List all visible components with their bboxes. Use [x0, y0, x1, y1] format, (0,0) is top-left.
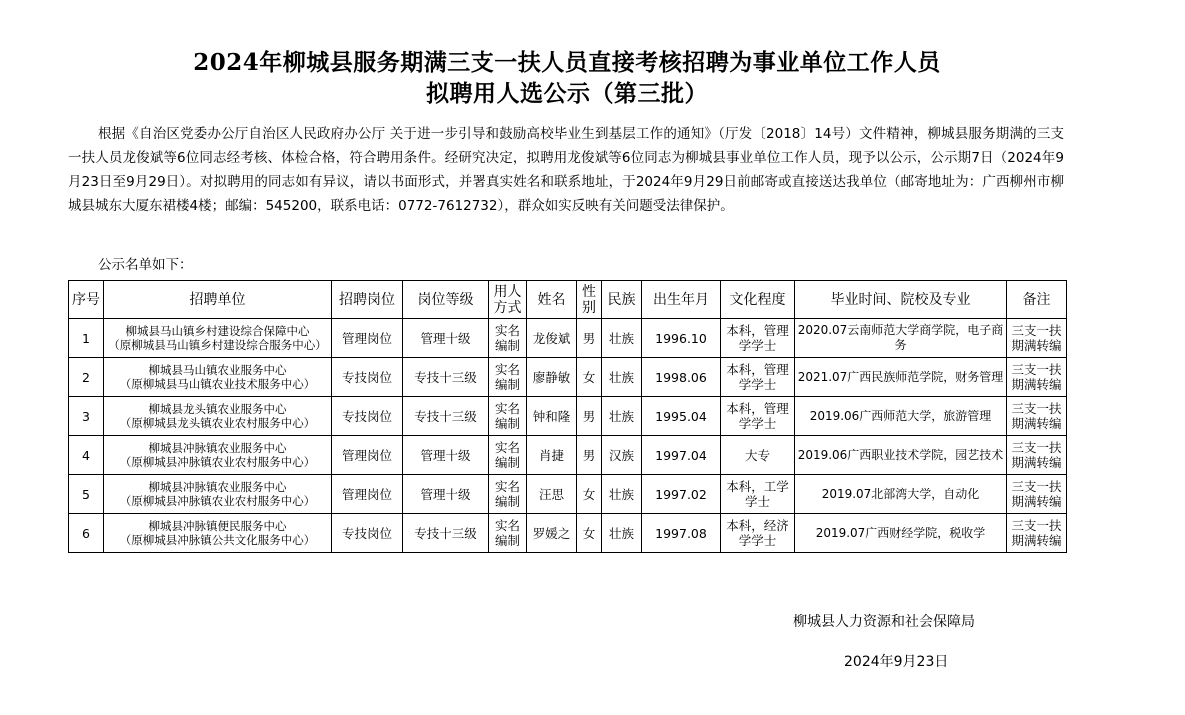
- cell-name: 钟和隆: [527, 397, 577, 436]
- cell-name: 廖静敏: [527, 358, 577, 397]
- cell-birth: 1996.10: [642, 319, 721, 358]
- cell-edu: 本科，经济学学士: [721, 514, 795, 553]
- table-row: [69, 436, 1067, 475]
- cell-method: 实名编制: [489, 475, 527, 514]
- cell-note: 三支一扶期满转编: [1007, 436, 1067, 475]
- cell-ethnic: 壮族: [602, 358, 642, 397]
- candidate-table: [68, 280, 1067, 553]
- unit-former: （原柳城县冲脉镇公共文化服务中心）: [119, 533, 316, 547]
- cell-level: 管理十级: [403, 319, 489, 358]
- cell-note: 三支一扶期满转编: [1007, 319, 1067, 358]
- cell-level: 专技十三级: [403, 514, 489, 553]
- cell-school: 2021.07广西民族师范学院，财务管理: [795, 358, 1007, 397]
- unit-current: 柳城县冲脉镇便民服务中心: [148, 519, 287, 533]
- cell-post: 管理岗位: [332, 475, 403, 514]
- cell-note: 三支一扶期满转编: [1007, 514, 1067, 553]
- unit-current: 柳城县冲脉镇农业服务中心: [148, 480, 287, 494]
- cell-birth: 1998.06: [642, 358, 721, 397]
- cell-seq: 5: [69, 475, 104, 514]
- cell-post: 专技岗位: [332, 514, 403, 553]
- cell-birth: 1997.02: [642, 475, 721, 514]
- cell-gender: 女: [577, 514, 602, 553]
- table-row: [69, 358, 1067, 397]
- unit-current: 柳城县马山镇乡村建设综合保障中心: [125, 324, 310, 338]
- cell-seq: 3: [69, 397, 104, 436]
- header-post: 招聘岗位: [332, 281, 403, 319]
- signature-date: 2024年9月23日: [844, 654, 949, 670]
- cell-post: 管理岗位: [332, 436, 403, 475]
- cell-birth: 1995.04: [642, 397, 721, 436]
- intro-paragraph: 根据《自治区党委办公厅自治区人民政府办公厅 关于进一步引导和鼓励高校毕业生到基层工作的通知》（厅发〔2018〕14号）文件精神，柳城县服务期满的三支一扶人员龙俊斌等6位同志经考核、体检合格，符合聘用条件。经研究决定，拟聘用龙俊斌等6位同志为柳城县事业单位工作人员，现予以公示，公示期7日（2024年9月23日至9月29日）。对拟聘用的同志如有异议，请以书面形式，并署真实姓名和联系地址，于2024年9月29日前邮寄或直接送达我单位（邮寄地址为：广西柳州市柳城县城东大厦东裙楼4楼；邮编：545200，联系电话：0772-7612732），群众如实反映有关问题受法律保护。: [68, 126, 1064, 214]
- cell-gender: 男: [577, 397, 602, 436]
- header-gender: 性别: [577, 281, 602, 319]
- cell-unit: [104, 514, 332, 553]
- cell-level: 管理十级: [403, 475, 489, 514]
- cell-birth: 1997.04: [642, 436, 721, 475]
- cell-school: 2019.07北部湾大学，自动化: [795, 475, 1007, 514]
- cell-unit: [104, 397, 332, 436]
- cell-edu: 本科，管理学学士: [721, 358, 795, 397]
- header-level: 岗位等级: [403, 281, 489, 319]
- cell-gender: 男: [577, 436, 602, 475]
- cell-level: 专技十三级: [403, 358, 489, 397]
- header-ethnic: 民族: [602, 281, 642, 319]
- unit-former: （原柳城县马山镇农业技术服务中心）: [119, 377, 316, 391]
- document-title-line2: 拟聘用人选公示（第三批）: [426, 80, 708, 107]
- header-edu: 文化程度: [721, 281, 795, 319]
- cell-school: 2019.06广西师范大学，旅游管理: [795, 397, 1007, 436]
- cell-name: 龙俊斌: [527, 319, 577, 358]
- cell-note: 三支一扶期满转编: [1007, 358, 1067, 397]
- table-row: [69, 319, 1067, 358]
- cell-method: 实名编制: [489, 319, 527, 358]
- unit-former: （原柳城县龙头镇农业农村服务中心）: [119, 416, 316, 430]
- signature-organization: 柳城县人力资源和社会保障局: [793, 614, 975, 630]
- cell-name: 汪思: [527, 475, 577, 514]
- header-school: 毕业时间、院校及专业: [795, 281, 1007, 319]
- cell-seq: 1: [69, 319, 104, 358]
- cell-unit: [104, 475, 332, 514]
- cell-gender: 男: [577, 319, 602, 358]
- cell-seq: 6: [69, 514, 104, 553]
- unit-former: （原柳城县冲脉镇农业农村服务中心）: [119, 455, 316, 469]
- cell-seq: 4: [69, 436, 104, 475]
- cell-edu: 大专: [721, 436, 795, 475]
- table-row: [69, 514, 1067, 553]
- header-seq: 序号: [69, 281, 104, 319]
- cell-post: 专技岗位: [332, 358, 403, 397]
- cell-unit: [104, 319, 332, 358]
- cell-post: 管理岗位: [332, 319, 403, 358]
- cell-edu: 本科，工学学士: [721, 475, 795, 514]
- cell-ethnic: 壮族: [602, 397, 642, 436]
- unit-current: 柳城县马山镇农业服务中心: [148, 363, 287, 377]
- cell-edu: 本科，管理学学士: [721, 319, 795, 358]
- header-note: 备注: [1007, 281, 1067, 319]
- cell-level: 专技十三级: [403, 397, 489, 436]
- cell-ethnic: 壮族: [602, 514, 642, 553]
- unit-former: （原柳城县冲脉镇农业农村服务中心）: [119, 494, 316, 508]
- table-row: [69, 475, 1067, 514]
- cell-post: 专技岗位: [332, 397, 403, 436]
- cell-unit: [104, 436, 332, 475]
- cell-edu: 本科，管理学学士: [721, 397, 795, 436]
- document-title-line1: 2024年柳城县服务期满三支一扶人员直接考核招聘为事业单位工作人员: [193, 49, 941, 76]
- cell-ethnic: 壮族: [602, 319, 642, 358]
- cell-unit: [104, 358, 332, 397]
- header-name: 姓名: [527, 281, 577, 319]
- cell-note: 三支一扶期满转编: [1007, 475, 1067, 514]
- unit-current: 柳城县龙头镇农业服务中心: [148, 402, 287, 416]
- table-row: [69, 397, 1067, 436]
- list-label: 公示名单如下：: [98, 257, 193, 273]
- cell-school: 2020.07云南师范大学商学院，电子商务: [795, 319, 1007, 358]
- cell-name: 肖捷: [527, 436, 577, 475]
- cell-school: 2019.07广西财经学院，税收学: [795, 514, 1007, 553]
- cell-note: 三支一扶期满转编: [1007, 397, 1067, 436]
- cell-ethnic: 汉族: [602, 436, 642, 475]
- cell-school: 2019.06广西职业技术学院，园艺技术: [795, 436, 1007, 475]
- cell-level: 管理十级: [403, 436, 489, 475]
- cell-method: 实名编制: [489, 514, 527, 553]
- header-birth: 出生年月: [642, 281, 721, 319]
- cell-method: 实名编制: [489, 397, 527, 436]
- cell-name: 罗媛之: [527, 514, 577, 553]
- cell-seq: 2: [69, 358, 104, 397]
- header-unit: 招聘单位: [104, 281, 332, 319]
- cell-birth: 1997.08: [642, 514, 721, 553]
- cell-method: 实名编制: [489, 436, 527, 475]
- cell-method: 实名编制: [489, 358, 527, 397]
- unit-current: 柳城县冲脉镇农业服务中心: [148, 441, 287, 455]
- header-method: 用人方式: [489, 281, 527, 319]
- unit-former: （原柳城县马山镇乡村建设综合服务中心）: [108, 338, 327, 352]
- cell-gender: 女: [577, 475, 602, 514]
- cell-ethnic: 壮族: [602, 475, 642, 514]
- cell-gender: 女: [577, 358, 602, 397]
- table-header-row: [69, 281, 1067, 319]
